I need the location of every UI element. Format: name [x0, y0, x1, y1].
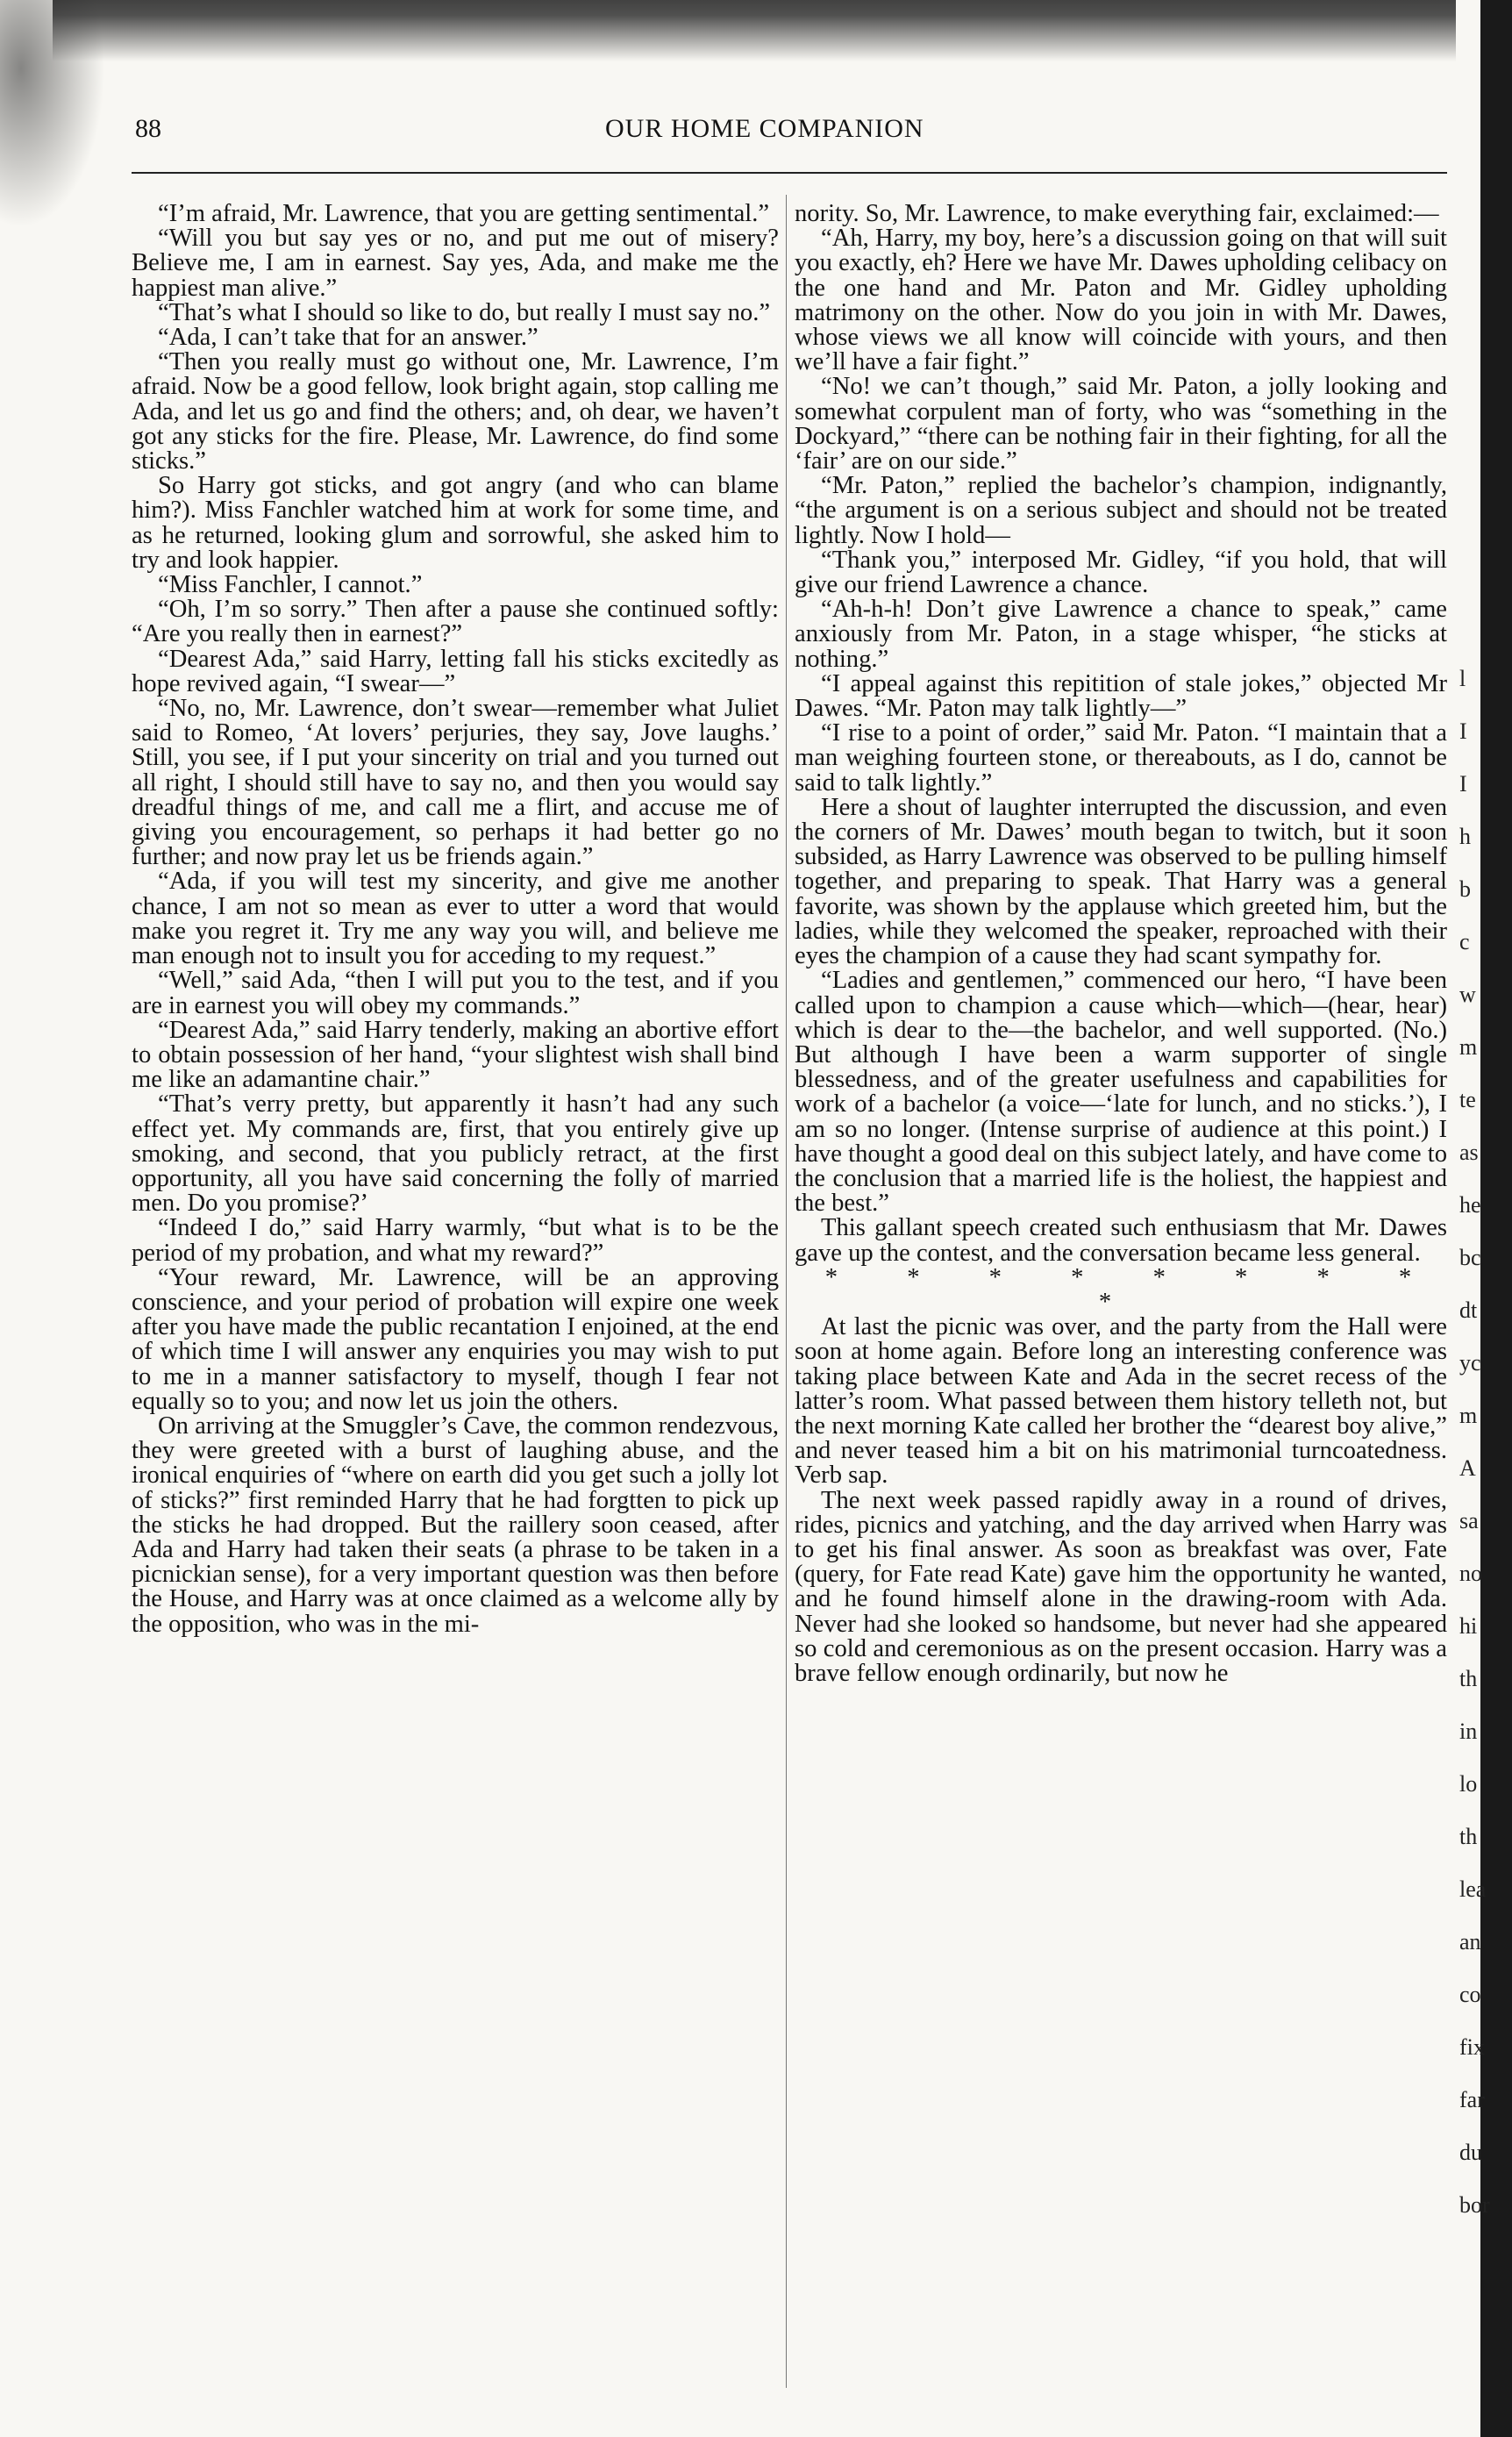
edge-fragment: bc [1459, 1245, 1481, 1270]
edge-fragment: fix [1459, 2034, 1485, 2060]
edge-fragment: hi [1459, 1613, 1478, 1639]
paragraph: “Ada, if you will test my sincerity, and give me another chance, I am not so mean as ever to utter a word that would make you regret it. Try me any way you will, and believe me man enough not to insult you for acceding to my request.” [132, 868, 779, 970]
edge-fragment: an [1459, 1929, 1481, 1955]
edge-fragment: as [1459, 1140, 1479, 1165]
paragraph: The next week passed rapidly away in a round of drives, rides, picnics and yatching, and the day arrived when Harry was to get his final answer. As soon as breakfast was over, Fate (query, for Fate read Kate) gave him the opportunity he wanted, and he found himself alone in the drawing-room with Ada. Never had she looked so handsome, but never had she appeared so cold and ceremonious as on the present occasion. Harry was a brave fellow enough ordinarily, but now he [795, 1486, 1447, 1687]
paragraph: “I appeal against this repitition of stale jokes,” objected Mr Dawes. “Mr. Paton may talk lightly—” [795, 669, 1447, 723]
edge-fragment: I [1459, 718, 1467, 744]
paragraph: “No, no, Mr. Lawrence, don’t swear—remember what Juliet said to Romeo, ‘At lovers’ perjuries, they say, Jove laughs.’ Still, you see, if I put your sincerity on trial and you turned out all right, I should still have to say no, and then you would say dreadful things of me, and call me a flirt, and accuse me of giving you encouragement, so perhaps it had better go no further; and now pray let us be friends again.” [132, 695, 779, 871]
edge-fragment: th [1459, 1666, 1478, 1691]
paragraph: “I’m afraid, Mr. Lawrence, that you are getting sentimental.” [158, 200, 770, 227]
paragraph: So Harry got sticks, and got angry (and who can blame him?). Miss Fanchler watched him at work for some time, and as he returned, looking glum and sorrowful, she asked him to try and look happier. [132, 472, 779, 574]
edge-fragment: in [1459, 1719, 1478, 1744]
paragraph: “Ladies and gentlemen,” commenced our hero, “I have been called upon to champion a cause which—which—(hear, hear) which is dear to the—the bachelor, and well supported. (No.) But although I have been a warm supporter of single blessedness, and of the greater usefulness and capabilities for work of a bachelor (a voice—‘late for lunch, and no sticks.’), I am so no longer. (Intense surprise of audience at this point.) I have thought a good deal on this subject lately, and have come to the conclusion that a married life is the holiest, the happiest and the best.” [795, 967, 1447, 1218]
edge-fragment: A [1459, 1455, 1476, 1481]
edge-fragment: b [1459, 876, 1471, 902]
edge-fragment: far [1459, 2087, 1485, 2112]
running-title: OUR HOME COMPANION [605, 114, 924, 143]
edge-fragment: l [1459, 666, 1466, 691]
paragraph: Here a shout of laughter interrupted the discussion, and even the corners of Mr. Dawes’ mouth began to twitch, but it soon subsided, as Harry Lawrence was observed to be pulling himself together, and preparing to speak. That Harry was a general favorite, was shown by the applause which greeted him, but the ladies, while they welcomed the speaker, reproached with their eyes the champion of a cause they had scant sympathy for. [795, 793, 1447, 970]
edge-fragment: bor [1459, 2192, 1490, 2218]
page-number: 88 [135, 114, 161, 143]
paragraph: “Thank you,” interposed Mr. Gidley, “if you hold, that will give our friend Lawrence a chance. [795, 546, 1447, 599]
edge-fragment: m [1459, 1403, 1478, 1428]
paragraph: “Ah, Harry, my boy, here’s a discussion going on that will suit you exactly, eh? Here we have Mr. Dawes upholding celibacy on the one hand and Mr. Paton and Mr. Gidley upholding matrimony on the other. Now do you join in with Mr. Dawes, whose views we all know will coincide with yours, and then we’ll have a fair fight.” [795, 225, 1447, 376]
next-page-bleed-text [1459, 666, 1490, 2246]
edge-fragment: h [1459, 824, 1471, 849]
scan-top-edge [53, 0, 1456, 61]
paragraph: “I rise to a point of order,” said Mr. Paton. “I maintain that a man weighing fourteen stone, or thereabouts, as I do, cannot be said to talk lightly.” [795, 719, 1447, 797]
paragraph: “Miss Fanchler, I cannot.” [158, 571, 423, 599]
edge-fragment: sa [1459, 1508, 1479, 1533]
edge-fragment: yc [1459, 1350, 1481, 1376]
header-rule [132, 172, 1447, 174]
paragraph: “Then you really must go without one, Mr. Lawrence, I’m afraid. Now be a good fellow, look bright again, stop calling me Ada, and let us go and find the others; and, oh dear, we haven’t got any sticks for the fire. Please, Mr. Lawrence, do find some sticks.” [132, 348, 779, 475]
paragraph: “Ah-h-h! Don’t give Lawrence a chance to speak,” came anxiously from Mr. Paton, in a stage whisper, “he sticks at nothing.” [795, 596, 1447, 673]
right-column [795, 202, 1447, 1686]
paragraph: “Mr. Paton,” replied the bachelor’s champion, indignantly, “the argument is on a serious subject and should not be treated lightly. Now I hold— [795, 472, 1447, 549]
edge-fragment: m [1459, 1034, 1478, 1060]
edge-fragment: dt [1459, 1297, 1478, 1323]
paragraph: “Oh, I’m so sorry.” Then after a pause she continued softly: “Are you really then in earnest?” [132, 596, 779, 648]
paragraph: “Well,” said Ada, “then I will put you to the test, and if you are in earnest you will obey my commands.” [132, 967, 779, 1019]
paragraph: “No! we can’t though,” said Mr. Paton, a jolly looking and somewhat corpulent man of forty, who was “something in the Dockyard,” “there can be nothing fair in their fighting, for all the ‘fair’ are on our side.” [795, 373, 1447, 475]
paragraph: “Indeed I do,” said Harry warmly, “but what is to be the period of my probation, and what my reward?” [132, 1214, 779, 1267]
edge-fragment: du [1459, 2140, 1482, 2165]
edge-fragment: no [1459, 1561, 1482, 1586]
paragraph: “Dearest Ada,” said Harry, letting fall his sticks excitedly as hope revived again, “I swear—” [132, 645, 779, 697]
edge-fragment: w [1459, 982, 1476, 1007]
edge-fragment: lo [1459, 1771, 1478, 1797]
edge-fragment: th [1459, 1824, 1478, 1849]
column-divider [786, 195, 787, 2388]
paragraph: “That’s what I should so like to do, but really I must say no.” [158, 298, 771, 326]
edge-fragment: I [1459, 771, 1467, 797]
edge-fragment: co [1459, 1982, 1481, 2007]
paragraph: On arriving at the Smuggler’s Cave, the common rendezvous, they were greeted with a burst of laughing abuse, and the ironical enquiries of “where on earth did you get such a jolly lot of sticks?” first reminded Harry that he had forgtten to pick up the sticks he had dropped. But the raillery soon ceased, after Ada and Harry had taken their seats (a phrase to be taken in a picnickian sense), for a very important question was then before the House, and Harry was at once claimed as a welcome ally by the opposition, who was in the mi- [132, 1411, 779, 1638]
left-column [132, 202, 779, 1637]
edge-fragment: te [1459, 1087, 1476, 1112]
paragraph: “Ada, I can’t take that for an answer.” [158, 324, 538, 352]
paragraph: This gallant speech created such enthusiasm that Mr. Dawes gave up the contest, and the conversation became less general. [795, 1214, 1447, 1267]
paragraph: nority. So, Mr. Lawrence, to make everything fair, exclaimed:— [795, 200, 1439, 227]
paragraph: “Will you but say yes or no, and put me out of misery? Believe me, I am in earnest. Say yes, Ada, and make me the happiest man alive.” [132, 225, 779, 302]
edge-fragment: c [1459, 929, 1470, 954]
edge-fragment: lea [1459, 1876, 1487, 1902]
paragraph: “Your reward, Mr. Lawrence, will be an approving conscience, and your period of probation will expire one week after you have made the public recantation I enjoined, at the end of which time I will answer any enquiries you may wish to put to me in a manner satisfactory to myself, though I fear not equally so to you; and now let us join the others. [132, 1263, 779, 1415]
page-header [132, 114, 1447, 158]
section-separator: * * * * * * * * * [824, 1263, 1444, 1316]
paragraph: “Dearest Ada,” said Harry tenderly, making an abortive effort to obtain possession of her hand, “your slightest wish shall bind me like an adamantine chair.” [132, 1016, 779, 1094]
paragraph: At last the picnic was over, and the party from the Hall were soon at home again. Before long an interesting conference was taking place between Kate and Ada in the secret recess of the latter’s room. What passed between them history telleth not, but the next morning Kate called her brother the “dearest boy alive,” and never teased him a bit on his matrimonial turncoatedness. Verb sap. [795, 1313, 1447, 1490]
paragraph: “That’s verry pretty, but apparently it hasn’t had any such effect yet. My commands are, first, that you entirely give up smoking, and second, that you publicly retract, at the first opportunity, all you have said concerning the folly of married men. Do you promise?’ [132, 1090, 779, 1218]
edge-fragment: he [1459, 1192, 1481, 1218]
